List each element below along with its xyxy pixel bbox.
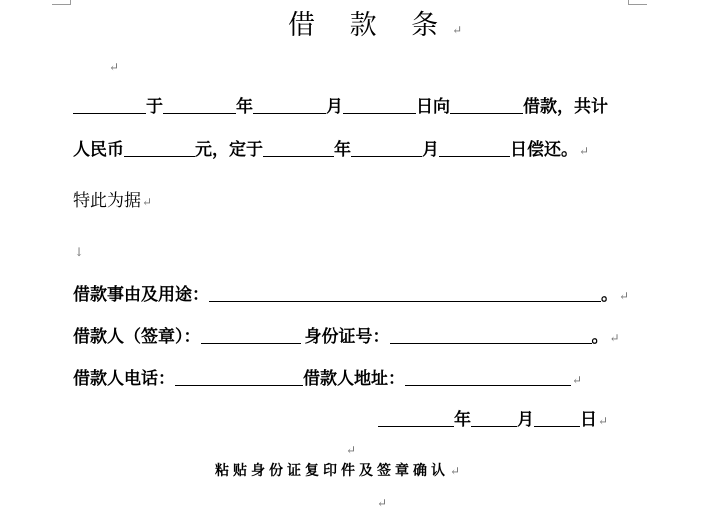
line-break-mark: ↓ — [74, 245, 85, 259]
blank-lender-name[interactable] — [450, 97, 523, 114]
blank-repay-year[interactable] — [263, 140, 334, 157]
paragraph-mark: ↵ — [598, 414, 609, 428]
paragraph-mark: ↵ — [109, 60, 120, 74]
blank-sign-year[interactable] — [378, 410, 454, 427]
blank-amount[interactable] — [124, 140, 195, 157]
page-corner-mark-left — [52, 0, 71, 5]
borrower-label: 借款人（签章）： — [73, 327, 201, 347]
address-field[interactable] — [405, 369, 571, 386]
blank-repay-month[interactable] — [351, 140, 422, 157]
text-yue: 月 — [422, 140, 439, 160]
purpose-field[interactable] — [209, 285, 601, 302]
paragraph-mark: ↵ — [579, 144, 590, 158]
text-rmb: 人民币 — [73, 140, 124, 160]
text-ri: 日 — [580, 410, 597, 430]
footer-text: 粘贴身份证复印件及签章确认 — [215, 463, 449, 479]
text-repay: 日偿还。 — [510, 140, 578, 160]
paragraph-mark: ↵ — [377, 496, 388, 510]
blank-loan-month[interactable] — [253, 97, 326, 114]
text-yue: 月 — [517, 410, 534, 430]
text-yu: 于 — [146, 97, 163, 117]
paragraph-mark: ↵ — [450, 464, 461, 478]
blank-sign-month[interactable] — [471, 410, 517, 427]
phone-label: 借款人电话： — [73, 369, 175, 389]
borrower-signature-field[interactable] — [201, 327, 301, 344]
document-title — [288, 6, 475, 50]
blank-borrower-name[interactable] — [73, 97, 146, 114]
page-corner-mark-right — [628, 0, 647, 5]
text-loan-total: 借款，共计 — [523, 97, 608, 117]
purpose-label: 借款事由及用途： — [73, 285, 209, 305]
text-nian: 年 — [236, 97, 253, 117]
id-number-field[interactable] — [390, 327, 592, 344]
address-label: 借款人地址： — [303, 369, 405, 389]
loan-line-1 — [73, 96, 608, 118]
loan-line-2 — [73, 139, 589, 162]
text-nian: 年 — [454, 410, 471, 430]
blank-loan-day[interactable] — [343, 97, 416, 114]
contact-line — [73, 368, 582, 391]
title-text: 借 款 条 — [288, 10, 452, 41]
purpose-end: 。 — [601, 285, 618, 305]
id-end: 。 — [591, 327, 609, 347]
text-nian: 年 — [334, 140, 351, 160]
proof-line — [73, 190, 152, 213]
blank-repay-day[interactable] — [439, 140, 510, 157]
paragraph-mark: ↵ — [609, 331, 620, 345]
id-label: 身份证号： — [304, 327, 390, 347]
date-line — [378, 409, 608, 432]
purpose-line — [73, 284, 629, 307]
paragraph-mark: ↵ — [346, 443, 357, 457]
blank-sign-day[interactable] — [534, 410, 580, 427]
paragraph-mark: ↵ — [572, 373, 583, 387]
text-yue: 月 — [326, 97, 343, 117]
footer-note — [215, 461, 460, 481]
paragraph-mark: ↵ — [452, 23, 476, 37]
text-ri-xiang: 日向 — [416, 97, 450, 117]
borrower-line — [73, 326, 620, 349]
text-yuan-due: 元，定于 — [195, 140, 263, 160]
blank-loan-year[interactable] — [163, 97, 236, 114]
paragraph-mark: ↵ — [619, 289, 630, 303]
text-proof: 特此为据 — [73, 191, 141, 211]
paragraph-mark: ↵ — [142, 195, 153, 209]
phone-field[interactable] — [175, 369, 303, 386]
